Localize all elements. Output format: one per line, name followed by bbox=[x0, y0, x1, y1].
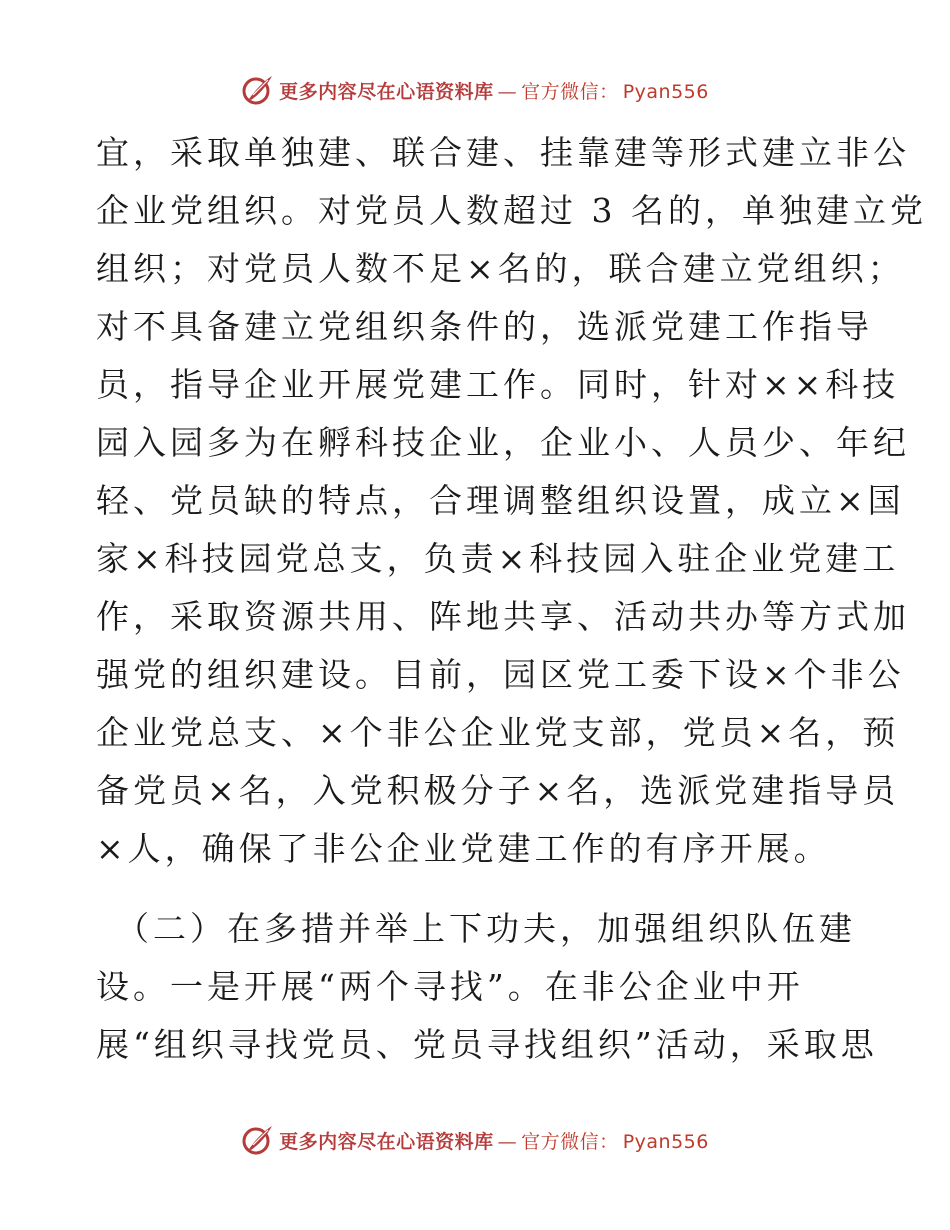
watermark-text bbox=[279, 1127, 709, 1154]
text-line: 备党员×名，入党积极分子×名，选派党建指导员 bbox=[96, 771, 900, 810]
text-line: 轻、党员缺的特点，合理调整组织设置，成立×国 bbox=[96, 481, 905, 520]
watermark-text bbox=[279, 77, 709, 104]
text-line: 企业党总支、×个非公企业党支部，党员×名，预 bbox=[96, 713, 900, 752]
section-heading-line: （二）在多措并举上下功夫，加强组织队伍建 bbox=[116, 909, 856, 948]
watermark-separator: — bbox=[497, 80, 518, 103]
text-line: 家×科技园党总支，负责×科技园入驻企业党建工 bbox=[96, 539, 900, 578]
text-line: 作，采取资源共用、阵地共享、活动共办等方式加 bbox=[96, 597, 910, 636]
text-line: 组织；对党员人数不足×名的，联合建立党组织； bbox=[96, 249, 905, 288]
document-body bbox=[96, 124, 927, 1074]
text-line: 强党的组织建设。目前，园区党工委下设×个非公 bbox=[96, 655, 905, 694]
text-line: 对不具备建立党组织条件的，选派党建工作指导 bbox=[96, 307, 873, 346]
paragraph-1 bbox=[96, 124, 927, 878]
watermark-account: Pyan556 bbox=[622, 80, 709, 103]
watermark-account: Pyan556 bbox=[622, 1130, 709, 1153]
header-watermark bbox=[0, 70, 950, 110]
paragraph-2 bbox=[96, 900, 878, 1074]
text-line: 宜，采取单独建、联合建、挂靠建等形式建立非公 bbox=[96, 133, 910, 172]
footer-watermark bbox=[0, 1120, 950, 1160]
text-line: 企业党组织。对党员人数超过 3 名的，单独建立党 bbox=[96, 191, 927, 230]
text-line: 设。一是开展“两个寻找”。在非公企业中开 bbox=[96, 967, 804, 1006]
watermark-official-label: 官方微信： bbox=[521, 80, 619, 103]
watermark-separator: — bbox=[497, 1130, 518, 1153]
text-line: 展“组织寻找党员、党员寻找组织”活动，采取思 bbox=[96, 1025, 878, 1064]
text-line: ×人，确保了非公企业党建工作的有序开展。 bbox=[96, 829, 831, 868]
feather-pen-logo-icon bbox=[241, 73, 275, 107]
watermark-official-label: 官方微信： bbox=[521, 1130, 619, 1153]
text-line: 员，指导企业开展党建工作。同时，针对××科技 bbox=[96, 365, 900, 404]
text-line: 园入园多为在孵科技企业，企业小、人员少、年纪 bbox=[96, 423, 910, 462]
watermark-brand: 更多内容尽在心语资料库 bbox=[279, 80, 494, 103]
feather-pen-logo-icon bbox=[241, 1123, 275, 1157]
watermark-brand: 更多内容尽在心语资料库 bbox=[279, 1130, 494, 1153]
